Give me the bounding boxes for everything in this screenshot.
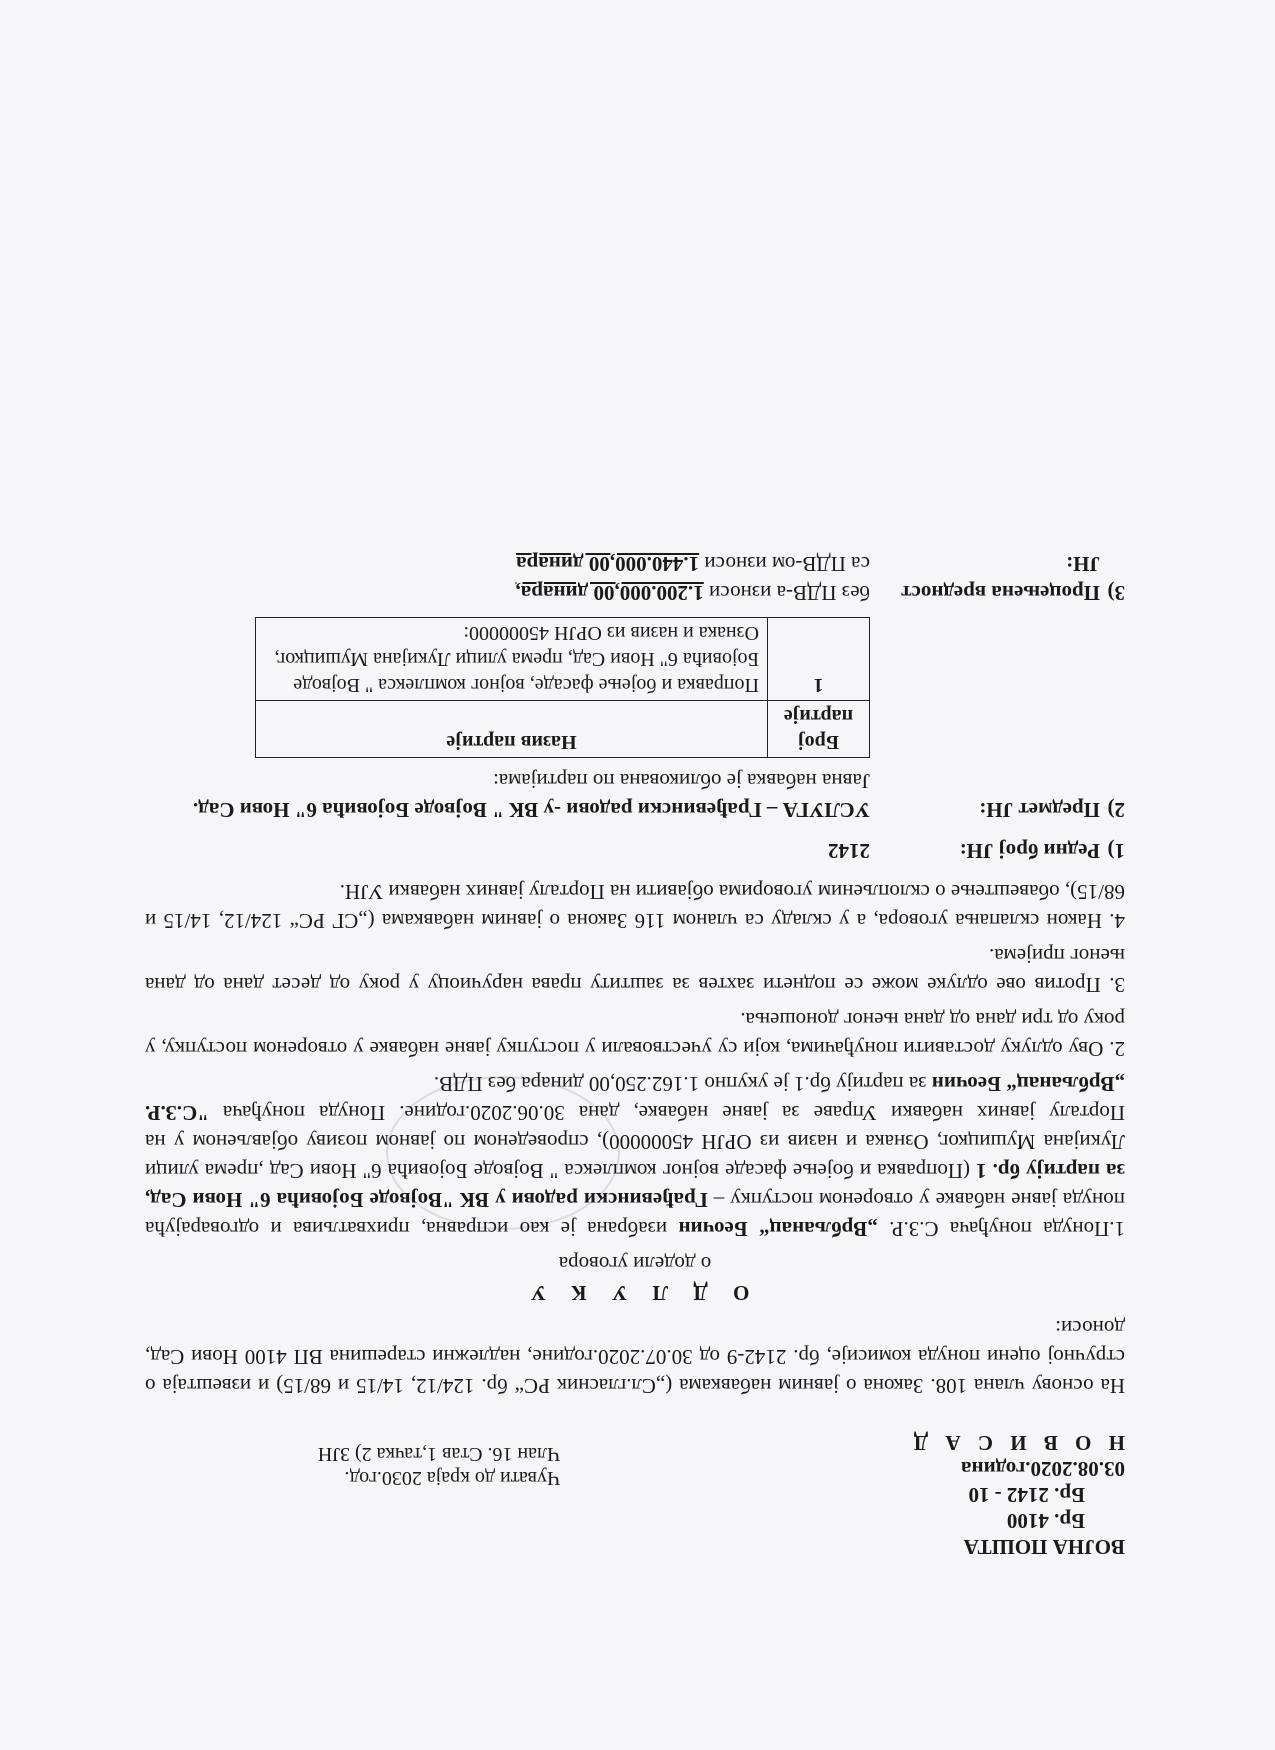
section-2 — [145, 766, 1125, 824]
org-number: Бр. 4100 — [1006, 1509, 1085, 1533]
p1-subject: Грађевински радови у ВК "Војводе Бојовића 6" Нови Сад, за партију бр. 1 — [145, 1159, 1125, 1212]
col-lot-number: Број партије — [768, 701, 870, 758]
decision-subtitle: о додели уговора — [558, 1252, 712, 1276]
org-name: ВОЈНА ПОШТА — [963, 1535, 1125, 1559]
section-2-label: Предмет ЈН: — [979, 798, 1100, 822]
value-gross: 1.440.000,00 динара — [516, 552, 700, 576]
section-3-number: 3) — [1107, 581, 1125, 605]
p1-text-c: изабрана је као исправна, прихватљива и одговарајућа понуда јавне набавке у отвореном поступку – — [145, 1188, 1125, 1241]
lot-number-cell: 1 — [768, 618, 870, 701]
section-1 — [145, 836, 1125, 865]
paragraph-1 — [145, 1069, 1125, 1243]
paragraph-2: 2. Ову одлуку доставити понуђачима, који су учествовали у поступку јавне набавке у отвореном поступку, у року од три дана од дана њеног доношења. — [145, 1008, 1125, 1061]
p1-text-e: (Поправка и бојење фасаде војног комплекса " Војводе Бојовића 6" Нови Сад ,према улици Лукијана Мушицког, Ознака и назив из ОРЈН 45000000), спроведеном по јавном позиву објављеном у на Порталу јавних набавки Управе за јавне набавке, дана 30.06.2020.године. Понуда понуђача — [145, 1101, 1125, 1183]
retention-note: Чувати до краја 2030.год. — [344, 1467, 560, 1489]
p1-bidder: „Врбљанац“ Беочин — [678, 1217, 878, 1241]
ref-number: Бр. 2142 - 10 — [968, 1483, 1085, 1507]
col-lot-name: Назив партије — [256, 701, 768, 758]
p1-text-a: 1.Понуда понуђача С.З.Р. — [877, 1217, 1125, 1241]
header-left — [908, 1430, 1125, 1560]
section-1-number: 1) — [1107, 839, 1125, 863]
lots-note: Јавна набавка је обликована по партијама: — [493, 769, 870, 793]
paragraph-4: 4. Након склапања уговора, а у складу са чланом 116 Закона о јавним набавкама („СГ РС“ 124/12, 14/15 и 68/15), обавештење о склопљеним уговорима објавити на Порталу јавних набавки УЈН. — [145, 880, 1125, 933]
lots-table-header — [256, 701, 870, 758]
section-3 — [145, 549, 1125, 607]
intro-paragraph: На основу члана 108. Закона о јавним набавкама („Сл.гласник РС“ бр. 124/12, 14/15 и 68/15) и извештаја о стручној оцени понуда комисије, бр. 2142-9 од 30.07.2020.године, надлежни старешина ВП 4100 Нови Сад, доноси: — [145, 1316, 1125, 1398]
document-header — [145, 1410, 1125, 1560]
value-net: 1.200.000,00 динара, — [515, 581, 704, 605]
decision-title: О Д Л У К У — [520, 1281, 750, 1305]
section-3-label: Процењена вредност ЈН: — [901, 552, 1100, 605]
document-body — [145, 549, 1125, 1560]
procurement-number: 2142 — [828, 839, 870, 863]
lot-name-cell: Поправка и бојење фасаде, војног комплекса " Војводе Бојовића 6" Нови Сад, према улици Лукијана Мушицког, Ознака и назив из ОРЈН 45000000: — [256, 618, 768, 701]
section-1-value — [145, 836, 870, 865]
city: Н О В И С А Д — [907, 1431, 1125, 1455]
procurement-subject: УСЛУГА – Грађевински радови -у ВК " Војводе Бојовића 6" Нови Сад. — [192, 798, 870, 822]
p1-bidder-2: "С.З.Р. „Врбљанац“ Беочин — [145, 1072, 1125, 1125]
p1-text-g: за партију бр.1 је укупно 1.162.250,00 динара без ПДВ. — [433, 1072, 932, 1096]
estimated-values — [145, 549, 870, 607]
section-2-number: 2) — [1107, 798, 1125, 822]
value-gross-label: са ПДВ-ом износи — [699, 552, 870, 576]
section-2-value — [145, 766, 870, 824]
doc-date: 03.08.2020.година — [961, 1457, 1125, 1481]
lots-table — [255, 617, 870, 758]
paragraph-3: 3. Против ове одлуке може се поднети захтев за заштиту права наручиоцу у року од десет дана од дана њеног пријема. — [145, 944, 1125, 997]
header-right — [318, 1442, 560, 1490]
legal-article: Члан 16. Став 1,тачка 2) ЗЈН — [317, 1443, 560, 1465]
section-1-label: Редни број ЈН: — [959, 839, 1100, 863]
table-row — [256, 618, 870, 701]
value-net-label: без ПДВ-а износи — [703, 581, 870, 605]
